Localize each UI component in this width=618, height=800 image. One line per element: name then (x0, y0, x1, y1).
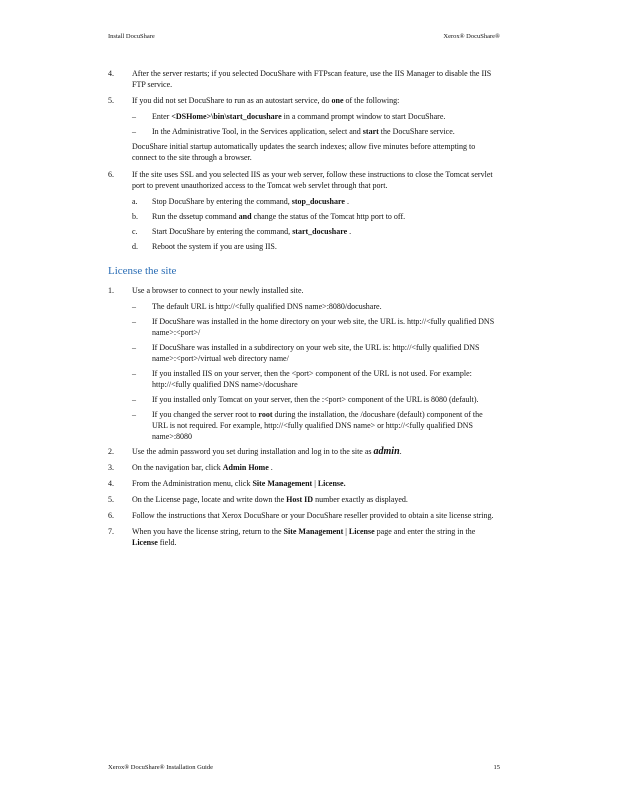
step-number: 4. (108, 69, 114, 78)
option-1: – Enter <DSHome>\bin\start_docushare in a command prompt window to start DocuShare. (132, 112, 446, 121)
license-step-7: 7. When you have the license string, return to the Site Management | License page and enter the string in the License field. (108, 527, 476, 547)
license-step-4: 4. From the Administration menu, click Site Management | License. (108, 479, 346, 488)
license-step-1: 1. Use a browser to connect to your newly installed site. (108, 286, 304, 295)
step-text: If you did not set DocuShare to run as an autostart service, do one of the following: (132, 96, 400, 105)
footer-left: Xerox® DocuShare® Installation Guide (108, 764, 214, 771)
url-note-6: – If you changed the server root to root during the installation, the /docushare (default) component of the URL is not required. For example, http://<fully qualified DNS name> or http://<fully qualified DNS name>:8080 (132, 410, 483, 441)
substep-b: b. Run the dssetup command and change the status of the Tomcat http port to off. (132, 212, 406, 221)
url-note-5: – If you installed only Tomcat on your server, then the :<port> component of the URL is 8080 (default). (132, 395, 479, 404)
page-body (108, 68, 500, 553)
substep-a: a. Stop DocuShare by entering the command, stop_docushare . (132, 197, 349, 206)
step-number: 5. (108, 96, 114, 105)
startup-note: DocuShare initial startup automatically updates the search indexes; allow five minutes before attempting to connect to the site through a browser. (132, 142, 476, 162)
page-number: 15 (493, 764, 500, 771)
url-note-2: – If DocuShare was installed in the home directory on your web site, the URL is. http://<fully qualified DNS name>:<port>/ (132, 317, 495, 337)
step-5-options (132, 111, 500, 137)
license-step-3: 3. On the navigation bar, click Admin Home . (108, 463, 273, 472)
page-footer (108, 762, 500, 773)
page-header (108, 31, 500, 42)
header-right: Xerox® DocuShare® (443, 33, 500, 40)
step-5 (108, 95, 500, 106)
option-2: – In the Administrative Tool, in the Services application, select and start the DocuShare service. (132, 127, 455, 136)
header-left: Install DocuShare (108, 33, 155, 40)
license-step-5: 5. On the License page, locate and write down the Host ID number exactly as displayed. (108, 495, 408, 504)
substep-c: c. Start DocuShare by entering the command, start_docushare . (132, 227, 352, 236)
step-6: 6. If the site uses SSL and you selected IIS as your web server, follow these instructions to close the Tomcat servlet port to prevent unauthorized access to the Tomcat web servlet through that port. (108, 170, 493, 190)
url-note-3: – If DocuShare was installed in a subdirectory on your web site, the URL is: http://<fully qualified DNS name>:<port>/virtual web directory name/ (132, 343, 480, 363)
url-notes (132, 301, 500, 442)
step-4 (108, 68, 500, 90)
step-6-substeps (132, 196, 500, 252)
license-step-6: 6. Follow the instructions that Xerox DocuShare or your DocuShare reseller provided to obtain a site license string. (108, 511, 494, 520)
license-step-2: 2. Use the admin password you set during installation and log in to the site as admin. (108, 446, 402, 457)
step-text: After the server restarts; if you selected DocuShare with FTPscan feature, use the IIS Manager to disable the IIS FTP service. (132, 69, 492, 89)
url-note-4: – If you installed IIS on your server, then the <port> component of the URL is not used. For example: http://<fully qualified DNS name>/docushare (132, 369, 472, 389)
url-note-1: – The default URL is http://<fully qualified DNS name>:8080/docushare. (132, 302, 382, 311)
section-heading: License the site (108, 265, 177, 277)
substep-d: d. Reboot the system if you are using IIS. (132, 242, 277, 251)
